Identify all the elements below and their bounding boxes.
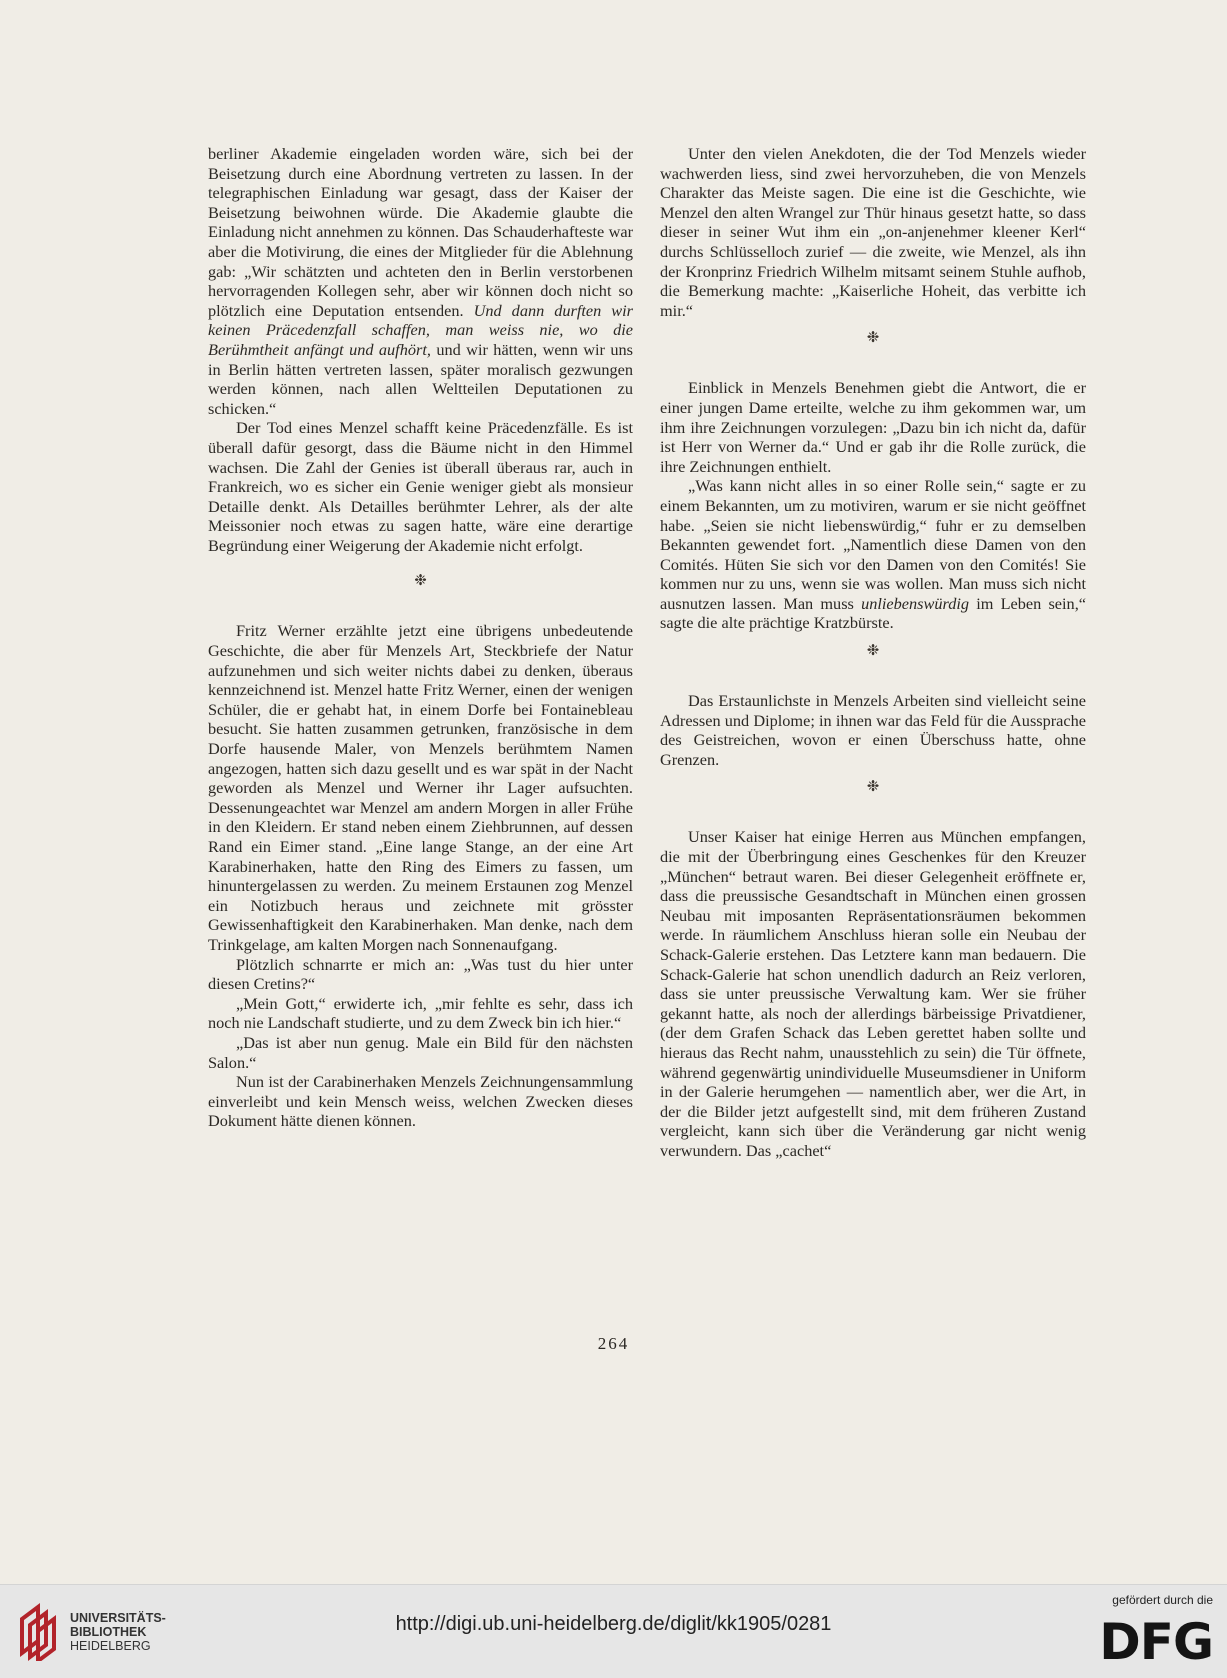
left-column (208, 144, 633, 1131)
italic-emphasis: Und dann durften wir keinen Präcedenzfall schaffen, man weiss nie, wo die Berühmtheit anfängt und aufhört, (208, 300, 634, 359)
left-paragraph-5: „Mein Gott,“ erwiderte ich, „mir fehlte es sehr, dass ich noch nie Landschaft studierte, und zu dem Zweck bin ich hier.“ (208, 993, 633, 1033)
italic-emphasis: unliebenswürdig (861, 593, 970, 613)
left-paragraph-4: Plötzlich schnarrte er mich an: „Was tust du hier unter diesen Cretins?“ (208, 954, 633, 994)
permalink-url[interactable]: http://digi.ub.uni-heidelberg.de/diglit/kk1905/0281 (395, 1613, 832, 1635)
left-paragraph-7: Nun ist der Carabinerhaken Menzels Zeichnungensammlung einverleibt und kein Mensch weiss, welchen Zwecken dieses Dokument hätte dienen können. (208, 1072, 633, 1131)
university-library-name[interactable]: UNIVERSITÄTS- BIBLIOTHEK HEIDELBERG (70, 1611, 166, 1653)
right-paragraph-5: Unser Kaiser hat einige Herren aus München empfangen, die mit der Überbringung eines Geschenkes für den Kreuzer „München“ betraut waren. Bei dieser Gelegenheit eröffnete er, dass die preussische Gesandtschaft in München einen grossen Neubau mit imposanten Repräsentationsräumen bekommen werde. In räumlichem Anschluss hieran solle ein Neubau der Schack-Galerie erstehen. Das Letztere kann man bedauern. Die Schack-Galerie hat schon unendlich dadurch an Reiz verloren, dass sie unter preussische Verwaltung kam. Wer sie früher gekannt hatte, als noch der allerdings bärbeissige Privatdiener, (der dem Grafen Schack das Leben gerettet haben sollte und hieraus das Recht nahm, unausstehlich zu sein) die Tür öffnete, während gegenwärtig unindividuelle Museumsdiener in Uniform in der Galerie herumgehen — namentlich aber, wer die Art, in der die Bilder jetzt aufgestellt sind, mit dem früheren Zustand vergleicht, kann sich über die Veränderung gar nicht wenig verwundern. Das „cachet“ (660, 827, 1086, 1160)
left-paragraph-1: berliner Akademie eingeladen worden wäre, sich bei der Beisetzung durch eine Abordnung vertreten zu lassen. In der telegraphischen Einladung war gesagt, dass der Kaiser der Beisetzung beiwohnen würde. Die Akademie glaubte die Einladung nicht annehmen zu können. Das Schauderhafteste war aber die Motivirung, die eines der Mitglieder für die Ablehnung gab: „Wir schätzten und achteten den in Berlin verstorbenen hervorragenden Kollegen sehr, aber wir können doch nicht so plötzlich eine Deputation entsenden. Und dann durften wir keinen Präcedenzfall schaffen, man weiss nie, wo die Berühmtheit anfängt und aufhört, und wir hätten, wenn wir uns in Berlin hätten vertreten lassen, später moralisch gezwungen werden können, nach allen Weltteilen Deputationen zu schicken.“ (208, 144, 634, 418)
left-paragraph-2: Der Tod eines Menzel schafft keine Präcedenzfälle. Es ist überall dafür gesorgt, dass die Bäume nicht in den Himmel wachsen. Die Zahl der Genies ist überall überaus rar, auch in Frankreich, wo es sicher ein Genie weniger giebt als monsieur Detaille denkt. Als Detailles berühmter Lehrer, als der alte Meissonier noch etwas zu sagen hatte, wäre eine derartige Begründung einer Weigerung der Akademie nicht erfolgt. (208, 418, 633, 555)
right-paragraph-1: Unter den vielen Anekdoten, die der Tod Menzels wieder wachwerden liess, sind zwei hervorzuheben, die von Menzels Charakter das Meiste sagen. Die eine ist die Geschichte, wie Menzel den alten Wrangel zur Thür hinaus gesetzt hatte, so dass dieser in seiner Wut ihm ein „on-anjenehmer kleener Kerl“ durchs Schlüsselloch zurief — die zweite, wie Menzel, als ihn der Kronprinz Friedrich Wilhelm mitsamt seinem Stuhle aufhob, die Bemerkung machte: „Kaiserliche Hoheit, das verbitte ich mir.“ (660, 144, 1086, 320)
digitization-footer (0, 1584, 1227, 1678)
section-divider-asterism: ❉ (866, 330, 880, 347)
funding-caption: gefördert durch die (1112, 1593, 1213, 1607)
dfg-logo[interactable]: DFG (1099, 1613, 1213, 1671)
left-paragraph-6: „Das ist aber nun genug. Male ein Bild für den nächsten Salon.“ (208, 1032, 633, 1072)
right-paragraph-2: Einblick in Menzels Benehmen giebt die Antwort, die er einer jungen Dame erteilte, welche zu ihm gekommen war, um ihm ihre Zeichnungen vorzulegen: „Dazu bin ich nicht da, dafür ist Herr von Werner da.“ Und er gab ihr die Rolle zurück, die ihre Zeichnungen enthielt. (660, 378, 1086, 476)
section-divider-asterism: ❉ (866, 779, 880, 796)
section-divider-asterism: ❉ (866, 643, 880, 660)
section-divider-asterism: ❉ (414, 573, 427, 590)
left-paragraph-3: Fritz Werner erzählte jetzt eine übrigens unbedeutende Geschichte, die aber für Menzels Art, Steckbriefe der Natur aufzunehmen und sich weiter nichts dabei zu denken, überaus kennzeichnend ist. Menzel hatte Fritz Werner, einen der wenigen Schüler, die er gehabt hat, in einem Dorfe bei Fontainebleau besucht. Sie hatten zusammen getrunken, französische in dem Dorfe hausende Maler, von Menzels berühmtem Namen angezogen, hatten sich dazu gesellt und es war spät in der Nacht geworden als Menzel und Werner ihr Lager aufsuchten. Dessenungeachtet war Menzel am andern Morgen in aller Frühe in den Kleidern. Er stand neben einem Ziehbrunnen, auf dessen Rand ein Eimer stand. „Eine lange Stange, an der eine Art Karabinerhaken, hatte den Ring des Eimers zu fassen, um hinuntergelassen zu werden. Zu meinem Erstaunen zog Menzel ein Notizbuch heraus und zeichnete mit grösster Gewissenhaftigkeit den Karabinerhaken. Man denke, nach dem Trinkgelage, am kalten Morgen nach Sonnenaufgang. (208, 621, 633, 954)
right-paragraph-3: „Was kann nicht alles in so einer Rolle sein,“ sagte er zu einem Bekannten, um zu motiviren, warum er sie nicht geöffnet habe. „Seien sie nicht liebenswürdig,“ fuhr er zu demselben Bekannten gewendet fort. „Namentlich diese Damen von den Comités. Hüten Sie sich vor den Damen von den Comités! Sie kommen nur zu uns, wenn sie was wollen. Man muss sich nicht ausnutzen lassen. Man muss unliebenswürdig im Leben sein,“ sagte die alte prächtige Kratzbürste. (660, 476, 1086, 633)
right-paragraph-4: Das Erstaunlichste in Menzels Arbeiten sind vielleicht seine Adressen und Diplome; in ihnen war das Feld für die Aussprache des Geistreichen, wovon er einen Überschuss hatte, ohne Grenzen. (660, 691, 1086, 769)
right-column (660, 144, 1086, 1161)
page-number: 264 (597, 1334, 630, 1353)
